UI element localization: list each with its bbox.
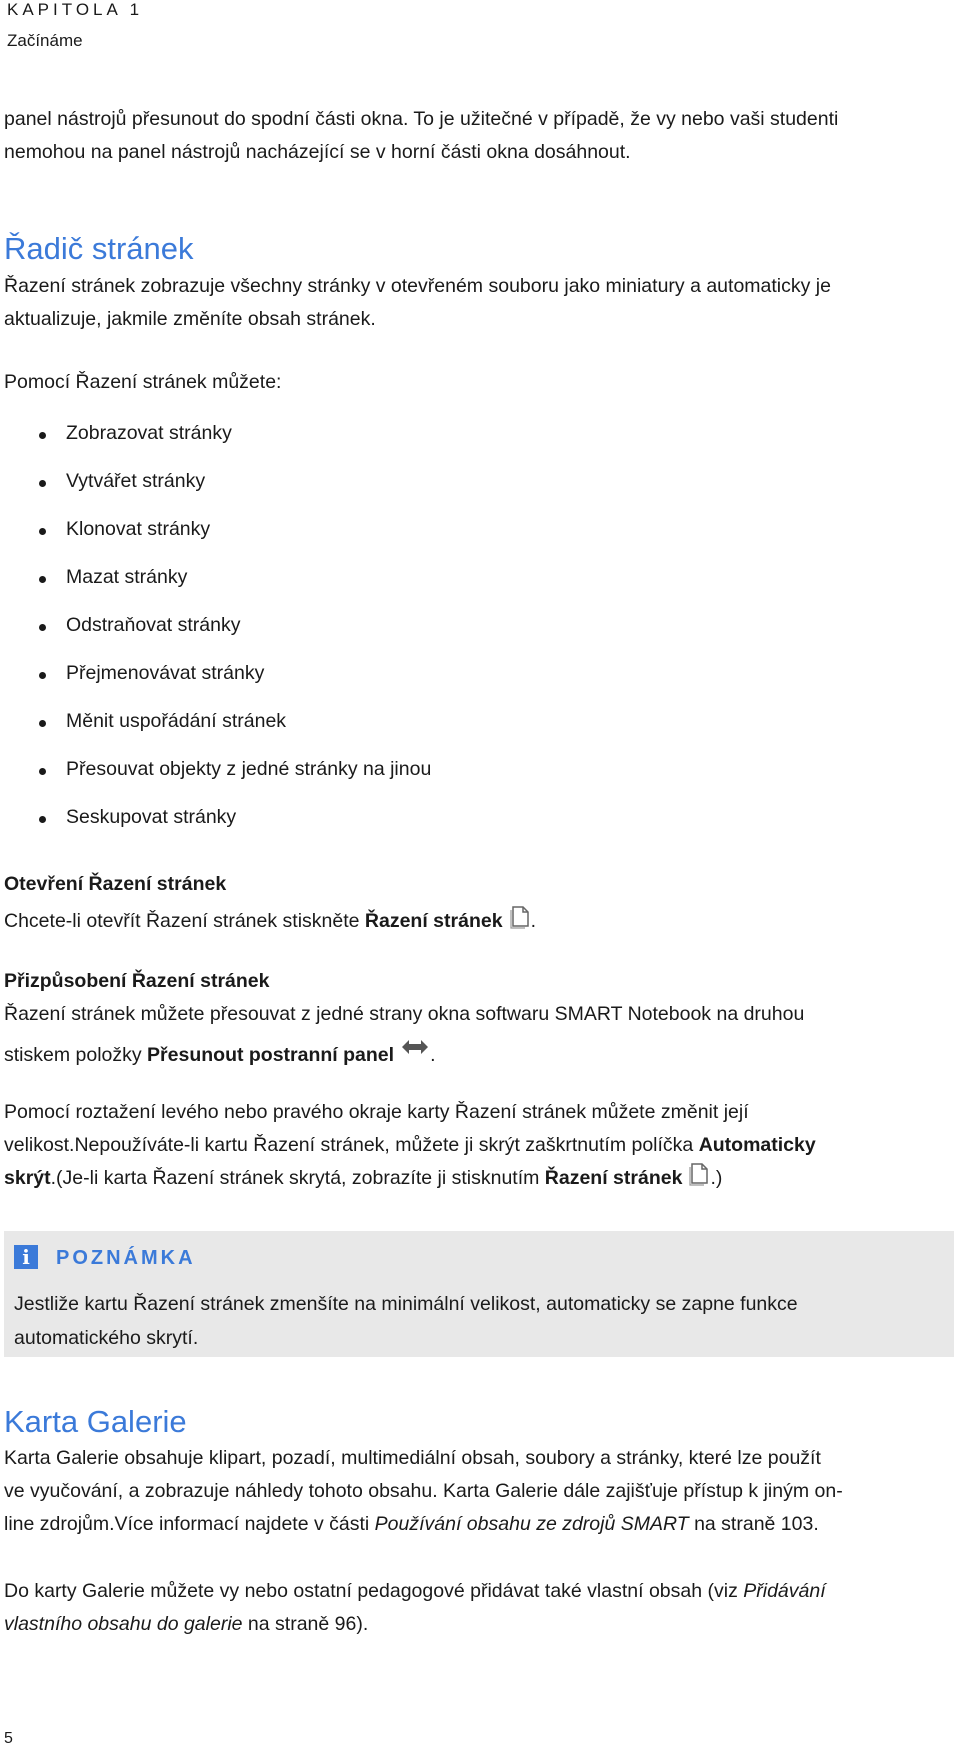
info-icon: i — [14, 1245, 38, 1269]
ui-term: skrýt — [4, 1167, 51, 1189]
ui-term: Přesunout postranní panel — [147, 1044, 395, 1066]
text: . — [530, 910, 536, 932]
feature-list — [4, 417, 956, 849]
note-line: automatického skrytí. — [14, 1327, 199, 1349]
list-item: Zobrazovat stránky — [4, 417, 956, 465]
note-title: POZNÁMKA — [56, 1247, 196, 1269]
text: Do karty Galerie můžete vy nebo ostatní pedagogové přidávat také vlastní obsah (viz — [4, 1580, 744, 1602]
list-item: Odstraňovat stránky — [4, 609, 956, 657]
paragraph-line — [4, 1608, 956, 1641]
chapter-label: KAPITOLA 1 — [7, 0, 144, 19]
page-sorter-icon — [688, 1162, 710, 1186]
page-number: 5 — [4, 1730, 13, 1747]
paragraph-line — [4, 1129, 956, 1162]
subheading-open-sorter: Otevření Řazení stránek — [4, 873, 227, 895]
list-item: Seskupovat stránky — [4, 801, 956, 849]
open-sorter-paragraph — [4, 905, 956, 938]
text: na straně 96). — [242, 1613, 369, 1635]
paragraph-line — [4, 1508, 956, 1541]
cross-reference-link[interactable]: vlastního obsahu do galerie — [4, 1613, 243, 1635]
sorter-paragraph — [4, 270, 956, 336]
double-arrow-icon — [400, 1035, 430, 1055]
list-item: Přesouvat objekty z jedné stránky na jinou — [4, 753, 956, 801]
paragraph-line: Řazení stránek zobrazuje všechny stránky v otevřeném souboru jako miniatury a automaticky je — [4, 275, 831, 297]
chapter-subtitle: Začínáme — [7, 31, 83, 50]
note-text — [14, 1287, 934, 1355]
customize-paragraph-1 — [4, 998, 956, 1072]
list-intro: Pomocí Řazení stránek můžete: — [4, 371, 282, 393]
section-heading-gallery: Karta Galerie — [4, 1404, 187, 1439]
paragraph-line — [4, 1575, 956, 1608]
note-line: Jestliže kartu Řazení stránek zmenšíte na minimální velikost, automaticky se zapne funkce — [14, 1293, 798, 1315]
paragraph-line: ve vyučování, a zobrazuje náhledy tohoto obsahu. Karta Galerie dále zajišťuje přístup k jiným on- — [4, 1480, 843, 1502]
list-item: Klonovat stránky — [4, 513, 956, 561]
paragraph-line: Karta Galerie obsahuje klipart, pozadí, multimediální obsah, soubory a stránky, které lze použít — [4, 1447, 821, 1469]
list-item: Vytvářet stránky — [4, 465, 956, 513]
text: .) — [710, 1167, 723, 1189]
cross-reference-link[interactable]: Přidávání — [743, 1580, 826, 1602]
ui-term: Automaticky — [698, 1134, 816, 1156]
cross-reference-link[interactable]: Používání obsahu ze zdrojů SMART — [374, 1513, 689, 1535]
paragraph-line — [4, 1035, 956, 1072]
section-heading-page-sorter: Řadič stránek — [4, 231, 194, 266]
customize-paragraph-2 — [4, 1096, 956, 1195]
gallery-paragraph-1 — [4, 1442, 956, 1541]
paragraph-line: Řazení stránek můžete přesouvat z jedné strany okna softwaru SMART Notebook na druhou — [4, 1003, 805, 1025]
text: Chcete-li otevřít Řazení stránek stiskněte — [4, 910, 365, 932]
text: na straně 103. — [688, 1513, 819, 1535]
list-item: Měnit uspořádání stránek — [4, 705, 956, 753]
paragraph-line: Pomocí roztažení levého nebo pravého okraje karty Řazení stránek můžete změnit její — [4, 1101, 749, 1123]
text: .(Je-li karta Řazení stránek skrytá, zobrazíte ji stisknutím — [50, 1167, 545, 1189]
page-sorter-icon — [509, 905, 531, 929]
intro-line: nemohou na panel nástrojů nacházející se v horní části okna dosáhnout. — [4, 141, 631, 163]
list-item: Přejmenovávat stránky — [4, 657, 956, 705]
text: line zdrojům.Více informací najdete v části — [4, 1513, 375, 1535]
list-item: Mazat stránky — [4, 561, 956, 609]
paragraph-line: aktualizuje, jakmile změníte obsah stránek. — [4, 308, 376, 330]
gallery-paragraph-2 — [4, 1575, 956, 1641]
note-box — [4, 1231, 954, 1357]
intro-line: panel nástrojů přesunout do spodní části okna. To je užitečné v případě, že vy nebo vaši studenti — [4, 108, 839, 130]
subheading-customize-sorter: Přizpůsobení Řazení stránek — [4, 970, 270, 992]
text: . — [430, 1044, 436, 1066]
text: velikost.Nepoužíváte-li kartu Řazení stránek, můžete ji skrýt zaškrtnutím políčka — [4, 1134, 699, 1156]
intro-paragraph — [4, 103, 956, 169]
ui-term: Řazení stránek — [544, 1167, 683, 1189]
ui-term: Řazení stránek — [364, 910, 503, 932]
paragraph-line — [4, 1162, 956, 1195]
text: stiskem položky — [4, 1044, 148, 1066]
